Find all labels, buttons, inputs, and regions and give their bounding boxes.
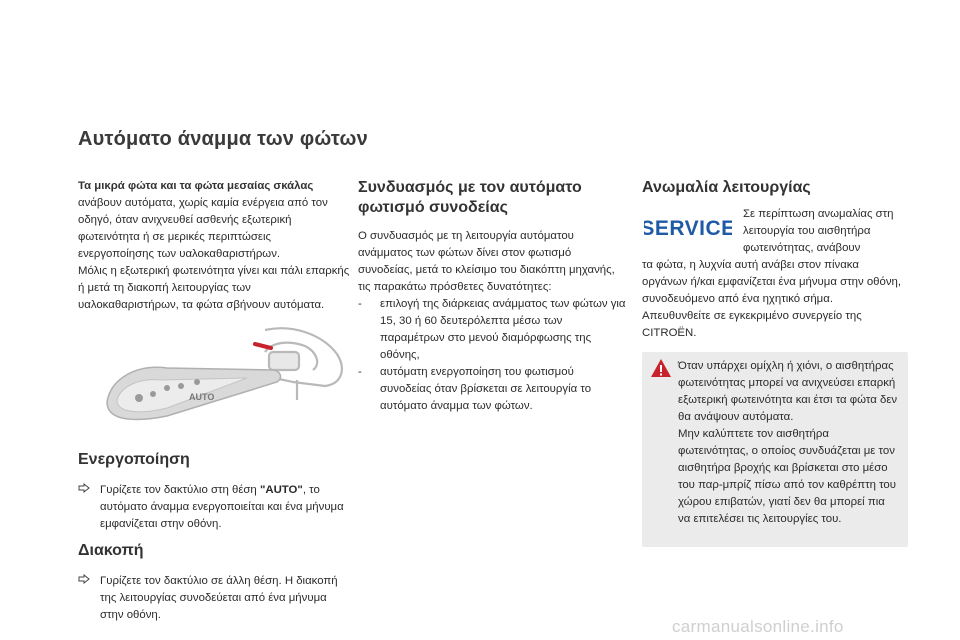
malfunction-title: Ανωμαλία λειτουργίας bbox=[642, 179, 811, 196]
deactivation-bullet bbox=[78, 573, 350, 624]
warning-triangle-icon bbox=[650, 358, 672, 378]
deactivation-text: Γυρίζετε τον δακτύλιο σε άλλη θέση. Η διακοπή της λειτουργίας συνοδεύεται από ένα μήνυμα στην οθόνη. bbox=[100, 575, 338, 621]
activation-title: Ενεργοποίηση bbox=[78, 451, 190, 468]
pointing-hand-icon bbox=[78, 482, 94, 499]
stalk-body bbox=[107, 367, 280, 419]
deactivation-title: Διακοπή bbox=[78, 542, 144, 559]
deactivation-section bbox=[78, 541, 350, 624]
malfunction-text-2: Απευθυνθείτε σε εγκεκριμένο συνεργείο της CITROËN. bbox=[642, 310, 862, 339]
follow-me-home-title: Συνδυασμός με τον αυτόματο φωτισμό συνοδείας bbox=[358, 179, 582, 216]
lighting-stalk-illustration bbox=[97, 322, 349, 435]
stalk-illustration-svg bbox=[97, 322, 349, 435]
column-1 bbox=[78, 178, 350, 314]
warning-box bbox=[642, 352, 908, 547]
column-2 bbox=[358, 178, 628, 415]
dash-marker: - bbox=[358, 298, 362, 310]
follow-me-home-item-1-text: επιλογή της διάρκειας ανάμματος των φώτων για 15, 30 ή 60 δευτερόλεπτα μέσω των παραμέτρων στο μενού διαμόρφωσης της οθόνης, bbox=[380, 298, 626, 361]
column-3-heading bbox=[642, 178, 907, 198]
service-logo-text: SERVICE bbox=[644, 217, 732, 240]
activation-text-pre: Γυρίζετε τον δακτύλιο στη θέση bbox=[100, 484, 260, 496]
warning-text bbox=[678, 358, 900, 528]
service-warning-icon bbox=[644, 205, 732, 247]
subheading-lights: Τα μικρά φώτα και τα φώτα μεσαίας σκάλας bbox=[78, 180, 314, 192]
warning-paragraph-2: Μην καλύπτετε τον αισθητήρα φωτεινότητας, ο οποίος συνδυάζεται με τον αισθητήρα βροχής και βρίσκεται στο μέσο του παρ-μπρίζ πίσω από τον καθρέπτη του χώρου επιβατών, γιατί δεν θα μπορεί πια να επιτελέσει τις λειτουργίες του. bbox=[678, 428, 896, 525]
follow-me-home-item-2 bbox=[358, 364, 628, 415]
dash-marker: - bbox=[358, 366, 362, 378]
malfunction-side-text: Σε περίπτωση ανωμαλίας στη λειτουργία του αισθητήρα φωτεινότητας, ανάβουν bbox=[743, 208, 894, 254]
activation-text-post: , το αυτόματο άναμμα ενεργοποιείται και ένα μήνυμα εμφανίζεται στην οθόνη. bbox=[100, 484, 344, 530]
intro-paragraph: ανάβουν αυτόματα, χωρίς καμία ενέργεια από τον οδηγό, όταν ανιχνευθεί ασθενής εξωτερική φωτεινότητα ή σε μερικές περιπτώσεις ενεργοποίησης των υαλοκαθαριστήρων. bbox=[78, 197, 328, 260]
auto-position-label: "AUTO" bbox=[259, 484, 303, 496]
warning-paragraph-1: Όταν υπάρχει ομίχλη ή χιόνι, ο αισθητήρας φωτεινότητας μπορεί να ανιχνεύσει επαρκή εξωτερική φωτεινότητα και έτσι τα φώτα δεν θα ανάψουν αυτόματα. bbox=[678, 360, 898, 423]
steering-wheel-icon bbox=[265, 328, 342, 400]
activation-section bbox=[78, 450, 350, 533]
activation-bullet bbox=[78, 482, 350, 533]
malfunction-body bbox=[642, 257, 907, 342]
follow-me-home-item-2-text: αυτόματη ενεργοποίηση του φωτισμού συνοδείας όταν βρίσκεται σε λειτουργία το αυτόματο άναμμα των φώτων. bbox=[380, 366, 592, 412]
page-title: Αυτόματο άναμμα των φώτων bbox=[78, 128, 368, 150]
follow-me-home-intro: Ο συνδυασμός με τη λειτουργία αυτόματου ανάμματος των φώτων δίνει στον φωτισμό συνοδείας, μετά το κλείσιμο του διακόπτη μηχανής, τις παρακάτω πρόσθετες δυνατότητες: bbox=[358, 230, 615, 293]
watermark: carmanualsonline.info bbox=[672, 617, 844, 636]
stalk-auto-label: AUTO bbox=[189, 392, 215, 402]
follow-me-home-item-1 bbox=[358, 296, 628, 364]
intro-paragraph-2: Μόλις η εξωτερική φωτεινότητα γίνει και πάλι επαρκής ή μετά τη διακοπή λειτουργίας των υαλοκαθαριστήρων, τα φώτα σβήνουν αυτόματα. bbox=[78, 265, 350, 311]
malfunction-text: τα φώτα, η λυχνία αυτή ανάβει στον πίνακα οργάνων ή/και εμφανίζεται ένα μήνυμα στην οθόνη, συνοδευόμενο από ένα ηχητικό σήμα. bbox=[642, 259, 902, 305]
pointing-hand-icon bbox=[78, 573, 94, 590]
